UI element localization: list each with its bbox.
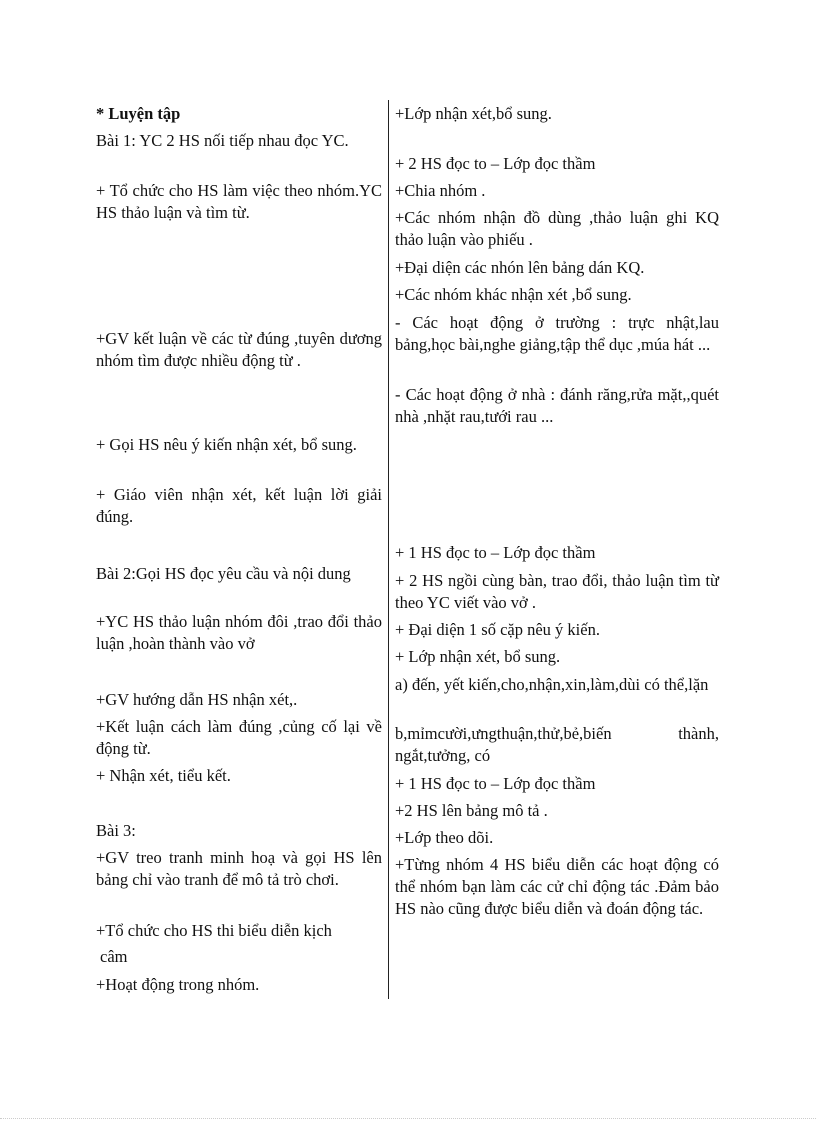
student-step: +Lớp nhận xét,bổ sung.	[395, 104, 552, 123]
section-heading-luyen-tap: * Luyện tập	[96, 104, 181, 123]
exercise-2-intro: Bài 2:Gọi HS đọc yêu cầu và nội dung	[96, 564, 351, 583]
student-step: + 2 HS ngồi cùng bàn, trao đổi, thảo luận tìm từ theo YC viết vào vở .	[395, 571, 719, 612]
student-step: + Lớp nhận xét, bổ sung.	[395, 647, 561, 666]
exercise-2-step-summary: + Nhận xét, tiểu kết.	[96, 766, 231, 785]
student-step: + 1 HS đọc to – Lớp đọc thầm	[395, 774, 596, 793]
answer-a: a) đến, yết kiến,cho,nhận,xin,làm,dùi có thể,lặn	[395, 675, 709, 694]
student-step: +Đại diện các nhón lên bảng dán KQ.	[395, 258, 645, 277]
student-step: +Các nhóm khác nhận xét ,bổ sung.	[395, 285, 632, 304]
student-step: + 2 HS đọc to – Lớp đọc thầm	[395, 154, 596, 173]
exercise-2-step-conclusion: +Kết luận cách làm đúng ,củng cố lại về động từ.	[96, 717, 382, 758]
exercise-1-intro: Bài 1: YC 2 HS nối tiếp nhau đọc YC.	[96, 131, 349, 150]
school-activities-list: - Các hoạt động ở trường : trực nhật,lau bảng,học bài,nghe giảng,tập thể dục ,múa hát ...	[395, 313, 719, 354]
exercise-1-step-conclusion: +GV kết luận về các từ đúng ,tuyên dương nhóm tìm được nhiều động từ .	[96, 329, 382, 370]
student-step: +Các nhóm nhận đồ dùng ,thảo luận ghi KQ thảo luận vào phiếu .	[395, 208, 719, 249]
exercise-3-intro: Bài 3:	[96, 821, 136, 840]
exercise-1-step-group-work: + Tổ chức cho HS làm việc theo nhóm.YC HS thảo luận và tìm từ.	[96, 181, 382, 222]
column-divider	[388, 100, 389, 999]
exercise-1-step-teacher-review: + Giáo viên nhận xét, kết luận lời giải đúng.	[96, 485, 382, 526]
exercise-2-step-pair-work: +YC HS thảo luận nhóm đôi ,trao đổi thảo luận ,hoàn thành vào vở	[96, 612, 382, 653]
student-step: +Từng nhóm 4 HS biểu diễn các hoạt động có thể nhóm bạn làm các cử chỉ động tác .Đảm bảo HS nào cũng được biểu diễn và đoán động tác.	[395, 855, 719, 918]
student-step: +2 HS lên bảng mô tả .	[395, 801, 548, 820]
answer-b: b,mỉmcười,ưngthuận,thử,bẻ,biến thành, ngắt,tưởng, có	[395, 724, 719, 765]
student-step: +Chia nhóm .	[395, 181, 486, 200]
exercise-3-step-mime-contest-cont: câm	[100, 947, 128, 966]
exercise-3-step-group-activity: +Hoạt động trong nhóm.	[96, 975, 260, 994]
student-step: + Đại diện 1 số cặp nêu ý kiến.	[395, 620, 600, 639]
exercise-1-step-comments: + Gọi HS nêu ý kiến nhận xét, bổ sung.	[96, 435, 357, 454]
exercise-3-step-illustration: +GV treo tranh minh hoạ và gọi HS lên bảng chỉ vào tranh để mô tả trò chơi.	[96, 848, 382, 889]
page-bottom-border	[0, 1118, 816, 1119]
home-activities-list: - Các hoạt động ở nhà : đánh răng,rửa mặt,,quét nhà ,nhặt rau,tưới rau ...	[395, 385, 719, 426]
student-step: +Lớp theo dõi.	[395, 828, 494, 847]
exercise-2-step-guidance: +GV hướng dẫn HS nhận xét,.	[96, 690, 298, 709]
student-step: + 1 HS đọc to – Lớp đọc thầm	[395, 543, 596, 562]
exercise-3-step-mime-contest: +Tổ chức cho HS thi biểu diễn kịch	[96, 921, 332, 940]
